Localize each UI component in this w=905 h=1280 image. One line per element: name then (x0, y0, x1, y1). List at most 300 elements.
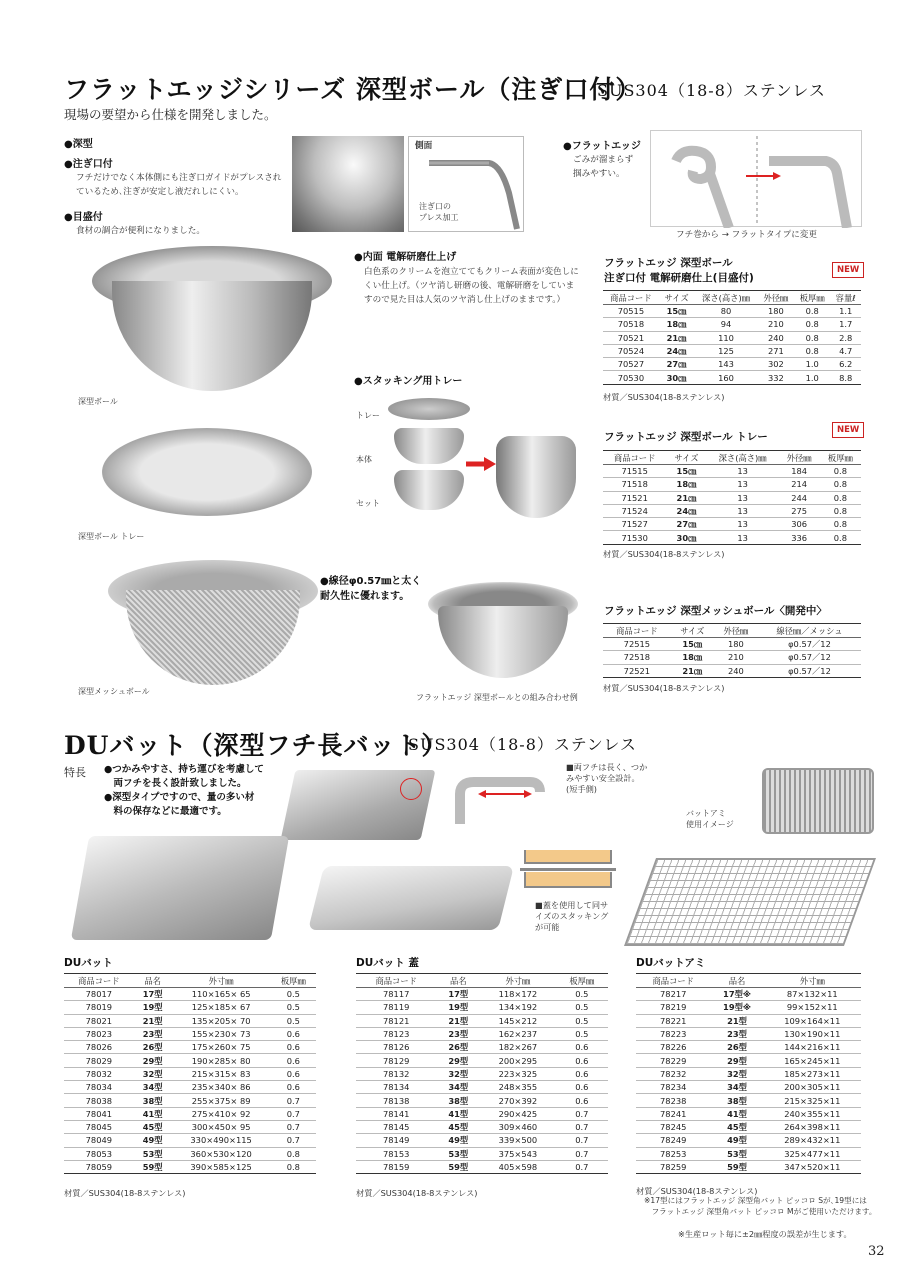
table-cell: 23型 (710, 1027, 763, 1040)
side-diagram (408, 136, 524, 232)
table-cell: 165×245×11 (764, 1054, 861, 1067)
table-cell: 23型 (436, 1027, 480, 1040)
table-cell: 255×375× 89 (172, 1094, 271, 1107)
table-header: サイズ (671, 624, 714, 638)
table-cell: 78234 (636, 1081, 710, 1094)
table-cell: 13 (707, 518, 779, 531)
table-cell: 30㎝ (659, 371, 695, 384)
table-cell: 0.8 (794, 318, 830, 331)
table-cell: 78159 (356, 1160, 436, 1173)
table-cell: 71527 (603, 518, 666, 531)
table-cell: 72521 (603, 664, 671, 677)
table-row (356, 1094, 608, 1107)
wire-title: ●線径φ0.57㎜と太く 耐久性に優れます。 (320, 576, 422, 602)
table-row (356, 1054, 608, 1067)
table-cell: 0.6 (556, 1094, 608, 1107)
table-row (636, 1120, 861, 1133)
table-cell: 78029 (64, 1054, 134, 1067)
deep-bowl-photo (92, 246, 332, 396)
bowl-table-title: フラットエッジ 深型ボール 注ぎ口付 電解研磨仕上(目盛付) (604, 257, 754, 284)
lid-material: 材質／SUS304(18-8ステンレス) (356, 1188, 478, 1198)
feature-spout-title: ●注ぎ口付 (64, 159, 113, 170)
table-cell: 78117 (356, 988, 436, 1001)
table-cell: 71530 (603, 531, 666, 544)
table-cell: 270×392 (480, 1094, 556, 1107)
stack-label-body: 本体 (356, 455, 372, 464)
table-cell: 248×355 (480, 1081, 556, 1094)
table-cell: 59型 (710, 1160, 763, 1173)
table-cell: 49型 (710, 1134, 763, 1147)
table-cell: 214 (779, 478, 820, 491)
tray-caption: 深型ボール トレー (78, 532, 145, 541)
tray-photo (102, 428, 312, 516)
table-row (64, 1147, 316, 1160)
table-cell: 13 (707, 504, 779, 517)
edge-profile-icon (440, 764, 550, 824)
table-cell: 184 (779, 465, 820, 478)
table-header: 品名 (710, 974, 763, 988)
table-cell: 215×315× 83 (172, 1067, 271, 1080)
table-row (356, 1001, 608, 1014)
table-cell: 17型 (134, 988, 172, 1001)
lid-spec-table (356, 973, 608, 1174)
table-cell: 78129 (356, 1054, 436, 1067)
table-row (603, 305, 861, 318)
table-row (64, 988, 316, 1001)
side-label: 側面 (415, 141, 433, 151)
table-cell: 34型 (710, 1081, 763, 1094)
table-row (636, 1134, 861, 1147)
table-cell: 78259 (636, 1160, 710, 1173)
table-cell: 45型 (436, 1120, 480, 1133)
table-cell: 41型 (134, 1107, 172, 1120)
table-row (64, 1067, 316, 1080)
stack-body-photo-2 (394, 470, 464, 510)
table-header: サイズ (659, 291, 695, 305)
section1-lead: 現場の要望から仕様を開発しました。 (64, 107, 277, 122)
table-cell: 24㎝ (659, 344, 695, 357)
table-cell: 32型 (710, 1067, 763, 1080)
table-header: 深さ(高さ)㎜ (694, 291, 757, 305)
table-cell: 78223 (636, 1027, 710, 1040)
table-header: 線径㎜／メッシュ (758, 624, 861, 638)
table-cell: 162×237 (480, 1027, 556, 1040)
table-header: 板厚㎜ (820, 451, 861, 465)
table-cell: 32型 (134, 1067, 172, 1080)
table-cell: 41型 (710, 1107, 763, 1120)
table-cell: 0.6 (556, 1054, 608, 1067)
table-row (64, 1054, 316, 1067)
table-cell: 200×305×11 (764, 1081, 861, 1094)
table-cell: 78023 (64, 1027, 134, 1040)
rack-usage-note: バットアミ 使用イメージ (686, 809, 734, 829)
table-row (356, 1014, 608, 1027)
edge-highlight-icon (400, 778, 422, 800)
table-cell: 0.7 (556, 1134, 608, 1147)
bowl-spec-table (603, 290, 861, 385)
table-row (64, 1160, 316, 1173)
table-cell: 125 (694, 344, 757, 357)
flat-edge-diagram (650, 130, 862, 227)
bowl-new-badge: NEW (832, 262, 864, 278)
table-row (356, 1120, 608, 1133)
du-spec-table (64, 973, 316, 1174)
table-cell: 18㎝ (671, 651, 714, 664)
inner-finish-title: ●内面 電解研磨仕上げ (354, 252, 457, 263)
table-cell: 134×192 (480, 1001, 556, 1014)
table-cell: 0.8 (820, 478, 861, 491)
table-cell: 26型 (710, 1041, 763, 1054)
table-cell: 78141 (356, 1107, 436, 1120)
table-cell: 0.5 (556, 1014, 608, 1027)
table-cell: 0.5 (271, 988, 316, 1001)
table-cell: 99×152×11 (764, 1001, 861, 1014)
table-row (636, 1041, 861, 1054)
table-cell: 244 (779, 491, 820, 504)
table-cell: 78132 (356, 1067, 436, 1080)
flat-edge-caption: フチ巻から → フラットタイプに変更 (676, 230, 817, 240)
table-cell: 0.7 (271, 1120, 316, 1133)
table-cell: 78245 (636, 1120, 710, 1133)
table-cell: 125×185× 67 (172, 1001, 271, 1014)
table-row (356, 988, 608, 1001)
table-cell: 180 (714, 638, 758, 651)
table-cell: 19型※ (710, 1001, 763, 1014)
table-row (603, 638, 861, 651)
table-cell: 49型 (134, 1134, 172, 1147)
table-cell: 70518 (603, 318, 659, 331)
bowl-material: 材質／SUS304(18-8ステンレス) (603, 392, 725, 402)
section1-title: フラットエッジシリーズ 深型ボール（注ぎ口付） (64, 75, 642, 104)
tray-material: 材質／SUS304(18-8ステンレス) (603, 549, 725, 559)
table-cell: 49型 (436, 1134, 480, 1147)
table-cell: 185×273×11 (764, 1067, 861, 1080)
table-cell: 144×216×11 (764, 1041, 861, 1054)
table-cell: 78134 (356, 1081, 436, 1094)
table-cell: 300×450× 95 (172, 1120, 271, 1133)
spout-press-label: 注ぎ口の プレス加工 (419, 202, 459, 222)
table-cell: 325×477×11 (764, 1147, 861, 1160)
mesh-material: 材質／SUS304(18-8ステンレス) (603, 683, 725, 693)
tray-spec-table (603, 450, 861, 545)
table-cell: 34型 (134, 1081, 172, 1094)
table-cell: 390×585×125 (172, 1160, 271, 1173)
table-cell: 1.0 (794, 371, 830, 384)
table-cell: 70530 (603, 371, 659, 384)
table-header: 板厚㎜ (794, 291, 830, 305)
table-cell: 4.7 (830, 344, 861, 357)
table-cell: 0.6 (556, 1041, 608, 1054)
table-cell: 78217 (636, 988, 710, 1001)
table-cell: 0.5 (556, 1001, 608, 1014)
table-header: 外寸㎜ (764, 974, 861, 988)
table-row (356, 1027, 608, 1040)
table-cell: 21㎝ (659, 331, 695, 344)
table-row (64, 1134, 316, 1147)
table-cell: 78226 (636, 1041, 710, 1054)
table-cell: 21型 (436, 1014, 480, 1027)
inner-finish-desc: 白色系のクリームを泡立ててもクリーム表面が変色しにくい仕上げ。（ツヤ消し研磨の後、電解研磨をしていますので見た目は人気のツヤ消し仕上げのままです。） (364, 267, 579, 305)
table-cell: 110×165× 65 (172, 988, 271, 1001)
table-cell: 78153 (356, 1147, 436, 1160)
table-cell: 38型 (436, 1094, 480, 1107)
table-cell: 78049 (64, 1134, 134, 1147)
table-row (636, 1001, 861, 1014)
table-cell: 59型 (134, 1160, 172, 1173)
rack-material: 材質／SUS304(18-8ステンレス) (636, 1186, 758, 1196)
footer-note: ※生産ロット毎に±2㎜程度の誤差が生じます。 (678, 1229, 852, 1239)
table-cell: 1.7 (830, 318, 861, 331)
table-row (603, 465, 861, 478)
table-row (636, 1014, 861, 1027)
table-cell: 0.6 (271, 1041, 316, 1054)
stacking-title: ●スタッキング用トレー (354, 376, 463, 387)
table-cell: 143 (694, 358, 757, 371)
table-cell: 19型 (134, 1001, 172, 1014)
table-cell: 0.7 (271, 1134, 316, 1147)
table-row (64, 1001, 316, 1014)
table-cell: 13 (707, 478, 779, 491)
table-row (603, 358, 861, 371)
table-cell: 271 (758, 344, 794, 357)
table-cell: 87×132×11 (764, 988, 861, 1001)
table-cell: 78017 (64, 988, 134, 1001)
table-cell: 71518 (603, 478, 666, 491)
table-cell: 264×398×11 (764, 1120, 861, 1133)
table-cell: 78021 (64, 1014, 134, 1027)
table-cell: 1.0 (794, 358, 830, 371)
rack-table-title: DUバットアミ (636, 957, 706, 969)
table-cell: 110 (694, 331, 757, 344)
table-cell: 0.8 (820, 531, 861, 544)
table-row (636, 1054, 861, 1067)
table-cell: 1.1 (830, 305, 861, 318)
table-cell: 210 (714, 651, 758, 664)
table-cell: 78241 (636, 1107, 710, 1120)
flat-edge-desc: ごみが溜まらず 掴みやすい。 (573, 155, 634, 179)
table-cell: 78119 (356, 1001, 436, 1014)
mesh-table-title: フラットエッジ 深型メッシュボール〈開発中〉 (604, 605, 827, 617)
table-header: 板厚㎜ (556, 974, 608, 988)
table-row (603, 518, 861, 531)
table-row (636, 1027, 861, 1040)
table-header: 外径㎜ (714, 624, 758, 638)
table-cell: 78149 (356, 1134, 436, 1147)
table-cell: 78019 (64, 1001, 134, 1014)
table-row (356, 1107, 608, 1120)
table-cell: 0.7 (556, 1160, 608, 1173)
table-cell: 78221 (636, 1014, 710, 1027)
table-cell: 0.6 (271, 1027, 316, 1040)
edge-note: ■両フチは長く、つか みやすい安全設計。 (短手側) (566, 762, 648, 794)
lid-table-title: DUバット 蓋 (356, 957, 419, 969)
table-header: 板厚㎜ (271, 974, 316, 988)
table-cell: 53型 (710, 1147, 763, 1160)
table-cell: 72515 (603, 638, 671, 651)
table-cell: 19型 (436, 1001, 480, 1014)
table-cell: 0.5 (556, 988, 608, 1001)
table-row (64, 1081, 316, 1094)
table-row (603, 664, 861, 677)
table-cell: 135×205× 70 (172, 1014, 271, 1027)
tray-new-badge: NEW (832, 422, 864, 438)
table-cell: 24㎝ (666, 504, 706, 517)
table-cell: 70515 (603, 305, 659, 318)
table-cell: 15㎝ (671, 638, 714, 651)
table-row (603, 331, 861, 344)
table-cell: 21㎝ (666, 491, 706, 504)
du-material: 材質／SUS304(18-8ステンレス) (64, 1188, 186, 1198)
table-cell: 190×285× 80 (172, 1054, 271, 1067)
table-header: 外寸㎜ (172, 974, 271, 988)
table-header: 商品コード (64, 974, 134, 988)
table-cell: 78238 (636, 1094, 710, 1107)
table-cell: 339×500 (480, 1134, 556, 1147)
table-cell: 182×267 (480, 1041, 556, 1054)
table-cell: 0.8 (820, 465, 861, 478)
table-cell: 0.5 (556, 1027, 608, 1040)
du-rack-photo (624, 858, 876, 946)
table-cell: 15㎝ (659, 305, 695, 318)
stack-arrow-icon (466, 456, 496, 472)
stack-label-tray: トレー (356, 411, 380, 420)
table-cell: 53型 (436, 1147, 480, 1160)
section1-material: SUS304（18-8）ステンレス (597, 81, 826, 100)
table-cell: 240 (714, 664, 758, 677)
table-header: 深さ(高さ)㎜ (707, 451, 779, 465)
table-row (64, 1014, 316, 1027)
mesh-bowl-photo (108, 560, 318, 690)
table-cell: 200×295 (480, 1054, 556, 1067)
table-cell: 0.6 (556, 1081, 608, 1094)
deep-bowl-caption: 深型ボール (78, 397, 118, 406)
table-cell: 0.7 (556, 1107, 608, 1120)
table-cell: 210 (758, 318, 794, 331)
table-cell: 53型 (134, 1147, 172, 1160)
table-cell: 70521 (603, 331, 659, 344)
lid-note: ■蓋を使用して同サ イズのスタッキング が可能 (535, 900, 609, 932)
table-row (64, 1041, 316, 1054)
table-header: 商品コード (603, 451, 666, 465)
table-cell: 78041 (64, 1107, 134, 1120)
table-row (356, 1081, 608, 1094)
table-cell: 18㎝ (666, 478, 706, 491)
table-row (64, 1027, 316, 1040)
table-cell: 45型 (134, 1120, 172, 1133)
table-row (636, 1160, 861, 1173)
table-cell: 0.6 (271, 1067, 316, 1080)
table-cell: 26型 (436, 1041, 480, 1054)
table-cell: 15㎝ (666, 465, 706, 478)
table-row (64, 1094, 316, 1107)
table-cell: 360×530×120 (172, 1147, 271, 1160)
table-cell: 21型 (710, 1014, 763, 1027)
edge-comparison-icon (651, 131, 863, 228)
table-row (603, 344, 861, 357)
table-cell: 118×172 (480, 988, 556, 1001)
rack-spec-table (636, 973, 861, 1174)
table-header: 商品コード (356, 974, 436, 988)
table-header: 外径㎜ (758, 291, 794, 305)
section2-title: DUバット（深型フチ長バット） (64, 731, 448, 760)
mesh-spec-table (603, 623, 861, 678)
table-cell: 78045 (64, 1120, 134, 1133)
table-cell: 240×355×11 (764, 1107, 861, 1120)
table-cell: 78138 (356, 1094, 436, 1107)
du-table-title: DUバット (64, 957, 113, 969)
rack-note: ※17型にはフラットエッジ 深型角バット ピッコロ Sが､19型には フラットエッジ 深型角バット ピッコロ Mがご使用いただけます。 (644, 1196, 877, 1216)
table-cell: 59型 (436, 1160, 480, 1173)
table-cell: 13 (707, 491, 779, 504)
table-cell: 38型 (134, 1094, 172, 1107)
table-cell: φ0.57／12 (758, 638, 861, 651)
table-cell: 347×520×11 (764, 1160, 861, 1173)
table-cell: 17型 (436, 988, 480, 1001)
table-cell: 32型 (436, 1067, 480, 1080)
table-row (356, 1134, 608, 1147)
table-cell: 78032 (64, 1067, 134, 1080)
table-cell: 275 (779, 504, 820, 517)
stack-tray-photo (388, 398, 470, 420)
table-cell: 78253 (636, 1147, 710, 1160)
feature-label: 特長 (64, 766, 86, 779)
feature-deep-title: ●深型 (64, 139, 93, 150)
table-cell: 0.8 (820, 518, 861, 531)
section2-material: SUS304（18-8）ステンレス (408, 735, 637, 754)
table-cell: 78229 (636, 1054, 710, 1067)
table-cell: 45型 (710, 1120, 763, 1133)
table-row (64, 1107, 316, 1120)
spout-closeup-photo (292, 136, 404, 232)
table-cell: 17型※ (710, 988, 763, 1001)
table-cell: 0.7 (556, 1120, 608, 1133)
table-cell: 330×490×115 (172, 1134, 271, 1147)
table-header: 商品コード (603, 624, 671, 638)
table-cell: 0.5 (271, 1014, 316, 1027)
table-cell: 0.8 (820, 504, 861, 517)
table-cell: 38型 (710, 1094, 763, 1107)
table-cell: 6.2 (830, 358, 861, 371)
table-cell: 0.6 (271, 1081, 316, 1094)
table-row (64, 1120, 316, 1133)
table-cell: 29型 (436, 1054, 480, 1067)
table-cell: 71521 (603, 491, 666, 504)
table-row (636, 988, 861, 1001)
table-header: 外寸㎜ (480, 974, 556, 988)
table-cell: 0.6 (556, 1067, 608, 1080)
table-cell: 78026 (64, 1041, 134, 1054)
table-row (356, 1147, 608, 1160)
table-cell: 27㎝ (666, 518, 706, 531)
table-cell: 34型 (436, 1081, 480, 1094)
table-cell: 0.8 (794, 344, 830, 357)
feature-spout-desc: フチだけでなく本体側にも注ぎ口ガイドがプレスされているため､注ぎが安定し液だれしにくい｡ (76, 173, 282, 197)
table-cell: 80 (694, 305, 757, 318)
table-header: 商品コード (636, 974, 710, 988)
table-cell: 78219 (636, 1001, 710, 1014)
table-cell: 27㎝ (659, 358, 695, 371)
table-cell: 94 (694, 318, 757, 331)
table-cell: 306 (779, 518, 820, 531)
table-cell: 130×190×11 (764, 1027, 861, 1040)
table-cell: 0.6 (271, 1054, 316, 1067)
combo-caption: フラットエッジ 深型ボールとの組み合わせ例 (416, 693, 578, 702)
mesh-bowl-caption: 深型メッシュボール (78, 687, 150, 696)
table-header: 商品コード (603, 291, 659, 305)
table-cell: 109×164×11 (764, 1014, 861, 1027)
combo-photo (428, 582, 578, 682)
table-cell: 30㎝ (666, 531, 706, 544)
